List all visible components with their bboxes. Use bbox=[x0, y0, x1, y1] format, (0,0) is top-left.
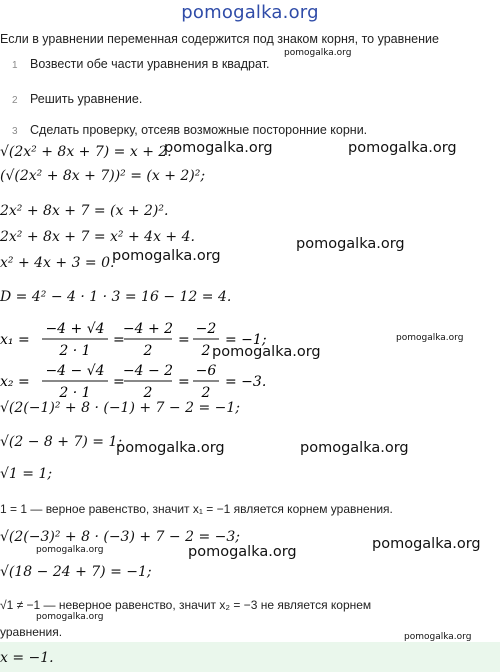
watermark: pomogalka.org bbox=[112, 248, 221, 264]
step-text: Решить уравнение. bbox=[30, 92, 143, 106]
answer-box bbox=[0, 642, 500, 672]
watermark: pomogalka.org bbox=[36, 612, 104, 622]
x1-fraction-3-denominator: 2 bbox=[201, 343, 211, 359]
x1-fraction-3-numerator: −2 bbox=[195, 321, 217, 337]
list-item bbox=[12, 121, 367, 139]
watermark: pomogalka.org bbox=[116, 440, 225, 456]
equation-2: (√(2x² + 8x + 7))² = (x + 2)²; bbox=[0, 168, 206, 184]
x2-fraction-2-numerator: −4 − 2 bbox=[122, 363, 174, 379]
x1-result: = −1; bbox=[225, 332, 267, 348]
watermark: pomogalka.org bbox=[188, 544, 297, 560]
check-2-conclusion-line-1: √1 ≠ −1 — неверное равенство, значит x₂ = −3 не является корнем bbox=[0, 598, 372, 612]
check-1-line-a: √(2(−1)² + 8 · (−1) + 7 − 2 = −1; bbox=[0, 400, 240, 416]
check-2-line-a: √(2(−3)² + 8 · (−3) + 7 − 2 = −3; bbox=[0, 529, 240, 545]
equation-4: 2x² + 8x + 7 = x² + 4x + 4. bbox=[0, 229, 195, 245]
discriminant: D = 4² − 4 · 1 · 3 = 16 − 12 = 4. bbox=[0, 289, 232, 305]
x2-fraction-3-denominator: 2 bbox=[201, 385, 211, 401]
check-1-conclusion: 1 = 1 — верное равенство, значит x₁ = −1 является корнем уравнения. bbox=[0, 502, 393, 516]
equation-1: √(2x² + 8x + 7) = x + 2. bbox=[0, 144, 172, 160]
watermark: pomogalka.org bbox=[36, 545, 104, 555]
watermark: pomogalka.org bbox=[300, 440, 409, 456]
check-2-line-b: √(18 − 24 + 7) = −1; bbox=[0, 564, 152, 580]
intro-text: Если в уравнении переменная содержится под знаком корня, то уравнение bbox=[0, 32, 439, 46]
svg-text:=: = bbox=[113, 374, 125, 390]
x1-prefix: x₁ = bbox=[0, 332, 30, 348]
step-number: 3 bbox=[12, 126, 18, 137]
list-item bbox=[12, 90, 142, 108]
watermark: pomogalka.org bbox=[372, 536, 481, 552]
x2-fraction-1-denominator: 2 · 1 bbox=[59, 385, 91, 401]
watermark: pomogalka.org bbox=[296, 236, 405, 252]
check-1-line-c: √1 = 1; bbox=[0, 466, 53, 482]
step-text: Возвести обе части уравнения в квадрат. bbox=[30, 57, 270, 71]
answer: x = −1. bbox=[0, 650, 54, 666]
svg-text:=: = bbox=[178, 332, 190, 348]
equation-5: x² + 4x + 3 = 0. bbox=[0, 255, 115, 271]
x2-fraction-3-numerator: −6 bbox=[195, 363, 217, 379]
x1-fraction-1-denominator: 2 · 1 bbox=[59, 343, 91, 359]
x2-fraction-2-denominator: 2 bbox=[143, 385, 153, 401]
watermark: pomogalka.org bbox=[212, 344, 321, 360]
watermark: pomogalka.org bbox=[164, 140, 273, 156]
svg-text:=: = bbox=[178, 374, 190, 390]
x1-fraction-2-numerator: −4 + 2 bbox=[122, 321, 174, 337]
step-number: 2 bbox=[12, 95, 18, 106]
root-x2-svg bbox=[0, 360, 300, 402]
svg-text:=: = bbox=[113, 332, 125, 348]
x2-fraction-1-numerator: −4 − √4 bbox=[45, 363, 105, 379]
check-1-line-b: √(2 − 8 + 7) = 1; bbox=[0, 434, 123, 450]
list-item bbox=[12, 55, 269, 73]
x1-fraction-1-numerator: −4 + √4 bbox=[45, 321, 105, 337]
step-number: 1 bbox=[12, 60, 18, 71]
x1-fraction-2-denominator: 2 bbox=[143, 343, 153, 359]
watermark: pomogalka.org bbox=[284, 48, 352, 58]
step-text: Сделать проверку, отсеяв возможные посторонние корни. bbox=[30, 123, 368, 137]
x2-prefix: x₂ = bbox=[0, 374, 30, 390]
watermark: pomogalka.org bbox=[348, 140, 457, 156]
watermark: pomogalka.org bbox=[404, 632, 472, 642]
check-2-conclusion-line-2: уравнения. bbox=[0, 625, 63, 639]
equation-3: 2x² + 8x + 7 = (x + 2)². bbox=[0, 203, 169, 219]
site-watermark-header: pomogalka.org bbox=[181, 2, 319, 23]
watermark: pomogalka.org bbox=[396, 333, 464, 343]
x2-result: = −3. bbox=[225, 374, 267, 390]
